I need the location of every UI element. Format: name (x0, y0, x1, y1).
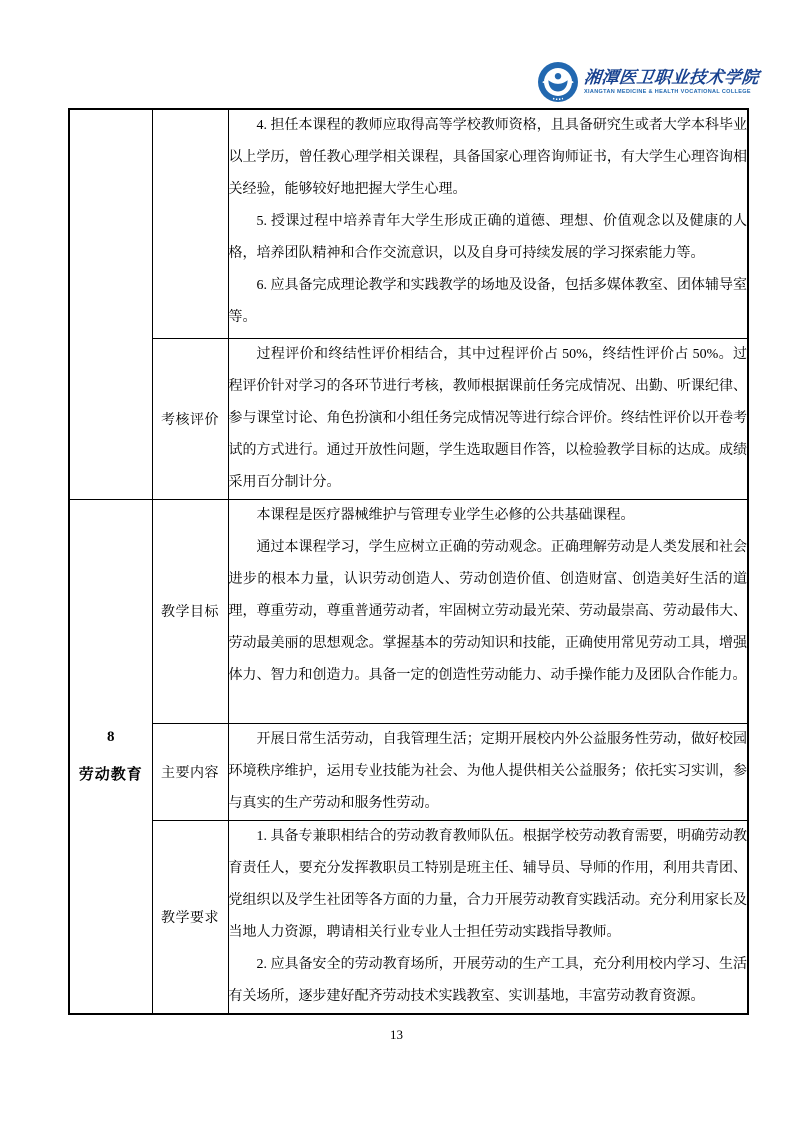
college-logo (537, 61, 759, 103)
table-row (69, 820, 748, 1014)
table-row (69, 499, 748, 723)
college-logo-icon (537, 61, 579, 103)
paragraph: 6. 应具备完成理论教学和实践教学的场地及设备，包括多媒体教室、团体辅导室等。 (228, 278, 747, 325)
page-number: 13 (390, 1027, 403, 1042)
table-row (69, 109, 748, 338)
paragraph: 通过本课程学习，学生应树立正确的劳动观念。正确理解劳动是人类发展和社会进步的根本力量，认识劳动创造人、劳动创造价值、创造财富、创造美好生活的道理，尊重劳动，尊重普通劳动者，牢固树立劳动最光荣、劳动最崇高、劳动最伟大、劳动最美丽的思想观念。掌握基本的劳动知识和技能，正确使用常见劳动工具，增强体力、智力和创造力。具备一定的创造性劳动能力、动手操作能力及团队合作能力。 (228, 539, 747, 683)
main-content-content (228, 723, 748, 820)
college-name-zh: 湘潭医卫职业技术学院 (583, 68, 761, 87)
course-table (68, 108, 749, 1015)
paragraph: 开展日常生活劳动，自我管理生活；定期开展校内外公益服务性劳动，做好校园环境秩序维护，运用专业技能为社会、为他人提供相关公益服务；依托实习实训，参与真实的生产劳动和服务性劳动。 (228, 731, 747, 811)
paragraph: 5. 授课过程中培养青年大学生形成正确的道德、理想、价值观念以及健康的人格，培养团队精神和合作交流意识，以及自身可持续发展的学习探索能力等。 (228, 214, 747, 261)
row-label-assessment: 考核评价 (152, 338, 228, 499)
table-row (69, 723, 748, 820)
assessment-content (228, 338, 748, 499)
row-label-continuation (152, 109, 228, 338)
item-number-cell-continuation (69, 109, 152, 499)
paragraph: 本课程是医疗器械维护与管理专业学生必修的公共基础课程。 (256, 507, 635, 523)
objectives-content (228, 499, 748, 723)
row-label-teaching-requirements: 教学要求 (152, 820, 228, 1014)
paragraph: 过程评价和终结性评价相结合，其中过程评价占 50%，终结性评价占 50%。过程评价针对学习的各环节进行考核，教师根据课前任务完成情况、出勤、听课纪律、参与课堂讨论、角色扮演和小组任务完成情况等进行综合评价。终结性评价以开卷考试的方式进行。通过开放性问题，学生选取题目作答，以检验教学目标的达成。成绩采用百分制计分。 (228, 346, 747, 490)
row-label-objectives: 教学目标 (152, 499, 228, 723)
item-title: 劳动教育 (78, 766, 143, 783)
college-name-en: XIANGTAN MEDICINE & HEALTH VOCATIONAL COLLEGE (584, 89, 751, 95)
college-name-block (584, 68, 759, 96)
paragraph: 4. 担任本课程的教师应取得高等学校教师资格，且具备研究生或者大学本科毕业以上学历，曾任教心理学相关课程，具备国家心理咨询师证书，有大学生心理咨询相关经验，能够较好地把握大学生心理。 (228, 118, 747, 197)
teacher-requirements-content (228, 109, 748, 338)
teaching-requirements-content (228, 820, 748, 1014)
table-row (69, 338, 748, 499)
item-number-cell-8 (69, 499, 152, 1014)
paragraph: 1. 具备专兼职相结合的劳动教育教师队伍。根据学校劳动教育需要，明确劳动教育责任人，要充分发挥教职员工特别是班主任、辅导员、导师的作用，利用共青团、党组织以及学生社团等各方面的力量，合力开展劳动教育实践活动。充分利用家长及当地人力资源，聘请相关行业专业人士担任劳动实践指导教师。 (228, 828, 747, 940)
paragraph: 2. 应具备安全的劳动教育场所，开展劳动的生产工具，充分利用校内学习、生活有关场所，逐步建好配齐劳动技术实践教室、实训基地，丰富劳动教育资源。 (228, 956, 747, 1004)
row-label-main-content: 主要内容 (152, 723, 228, 820)
item-number: 8 (107, 729, 115, 745)
